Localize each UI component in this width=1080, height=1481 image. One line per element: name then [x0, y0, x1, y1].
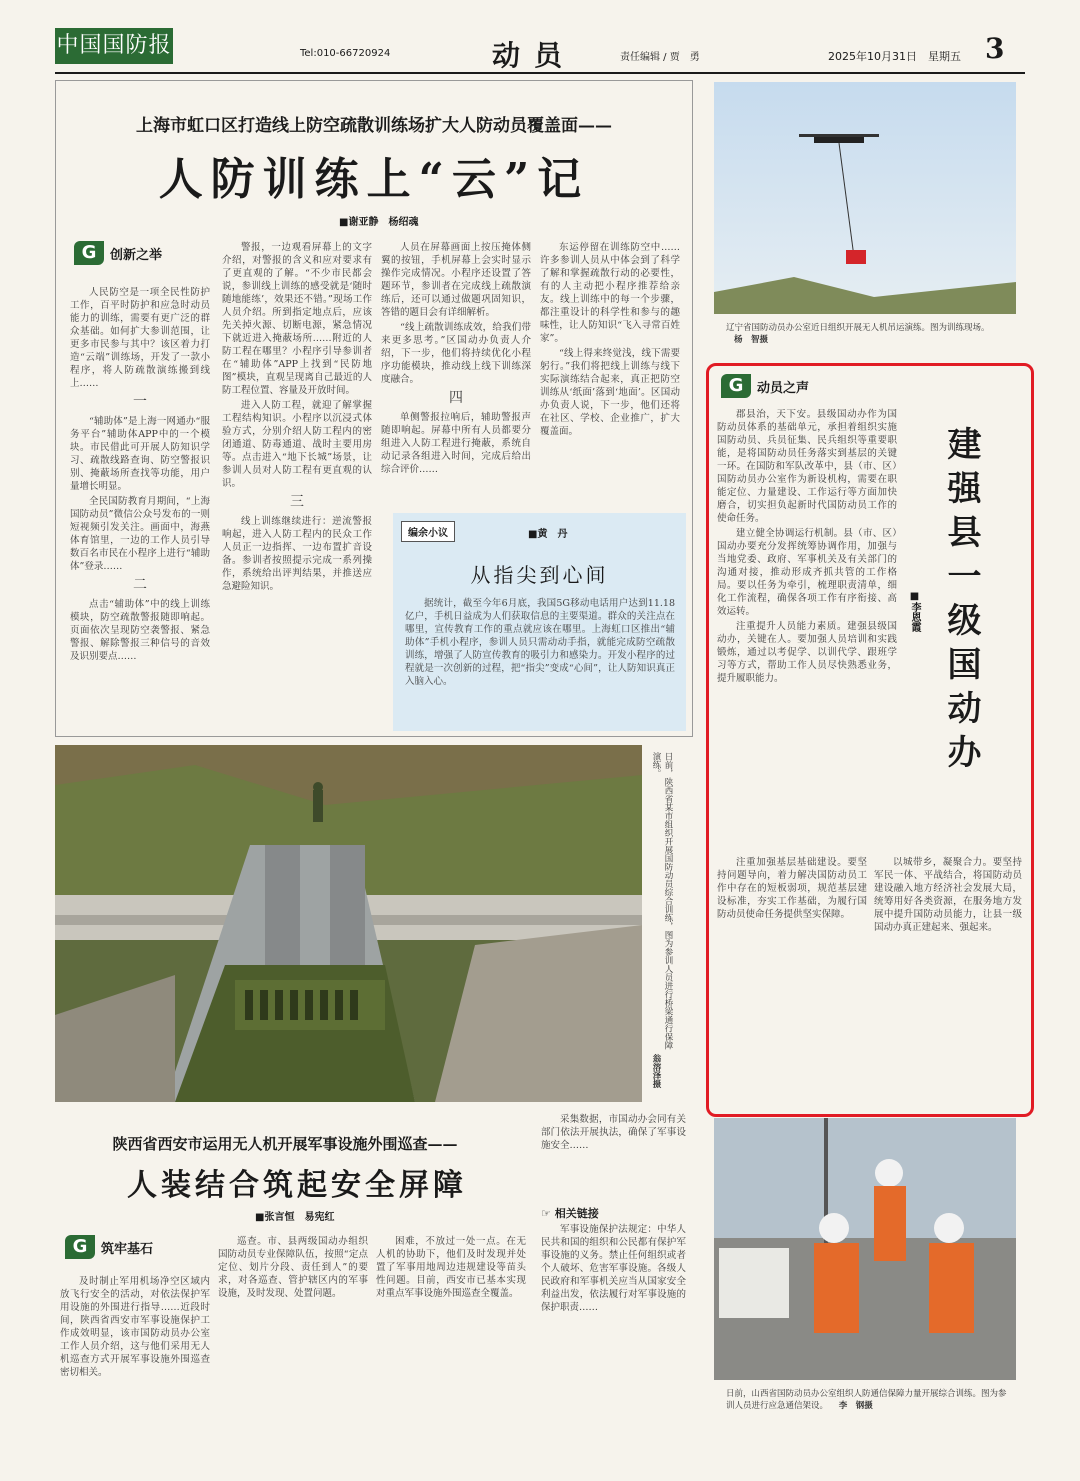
workers-photo-caption: 日前，山西省国防动员办公室组织人防通信保障力量开展综合训练。图为参训人员进行应急通信架设。 李 钢摄: [726, 1389, 1007, 1411]
section-tag: [74, 241, 194, 269]
article-column-4: 东运停留在训练防空中……许多参训人员从中体会到了科学了解和掌握疏散行动的必要性，有的人主动把小程序推荐给亲友。线上训练中的每一个步骤，都注重设计的科学性和参与的趣味性，让人防知识“飞入寻常百姓家”。 “线上得来终觉浅，线下需要躬行。”我们将把线上训练与线下实际演练结合起来，真正把防空训练从‘纸面’落到‘地面’。区国动办负责人说，下一步，他们还将在社区、学校、企业推广，扩大覆盖面。: [540, 242, 680, 437]
related-link-heading: ☞ 相关链接: [541, 1207, 599, 1220]
article-column-2: 警报，一边观看屏幕上的文字介绍，对警报的含义和应对要求有了更直观的了解。“不少市民都会说，参训线上训练的感受就是‘随时随地能练’，效果还不错。”现场工作人员介绍。所到指定地点后，应该先关掉火源、切断电源，紧急情况下就近进入掩蔽场所……附近的人防工程在哪里？小程序引导参训者在“辅助体”APP上找到“民防地图”模块，直观呈现离自己最近的人防工程位置、容量及开放时间。 进入人防工程，就迎了解掌握工程结构知识。小程序以沉浸式体验方式，分别介绍人防工程内的密闭通道、防毒通道、战时主要用房等。点击进入“地下长城”场景，让参训人员对人防工程有更直观的认识。 三 线上训练继续进行：逆流警报响起，进入人防工程内的民众工作人员正一边指挥、一边布置扩音设备。参训者按照提示完成一系列操作，系统给出评判结果，并推送应急避险知识。: [222, 242, 372, 592]
article-byline: ■谢亚静 杨绍魂: [339, 217, 419, 228]
voice-title: 建强县一级国动办: [941, 426, 981, 778]
tag-logo-icon: G: [721, 374, 751, 398]
drone-photo-credit: 杨 智摄: [734, 335, 769, 345]
article3-column-1: 及时制止军用机场净空区域内放飞行安全的活动，对依法保护军用设施的外围进行指导……近段时间，陕西省西安市军事设施保护工作成效明显，该市国防动员办公室工作人员介绍，这与他们采用无人机巡查方式开展军事设施外围巡查密切相关。: [60, 1276, 210, 1378]
voice-tag: G 动员之声: [721, 374, 841, 402]
voice-column-3: 以城带乡，凝聚合力。要坚持军民一体、平战结合，将国防动员建设融入地方经济社会发展大局，统筹用好各类资源，在服务地方发展中提升国防动员能力，让县一级国动办真正建起来、强起来。: [874, 857, 1022, 933]
drill-photo-caption: 日前，陕西省某市组织开展国防动员综合训练，图为参训人员进行桥梁通行保障演练。 翁溶泽摄: [651, 752, 673, 1088]
tag-label: 创新之举: [110, 247, 163, 263]
article3-headline: 人装结合筑起安全屏障: [127, 1168, 467, 1203]
voice-sidebar: [706, 363, 1034, 1117]
drone-photo-caption: 辽宁省国防动员办公室近日组织开展无人机吊运演练。图为训练现场。 杨 智摄: [726, 323, 990, 345]
editorial-box: [393, 513, 686, 731]
newspaper-logo: 中国国防报: [55, 28, 173, 64]
voice-author: ■李恩霞: [909, 591, 920, 632]
workers-photo: [714, 1118, 1016, 1380]
editorial-tag: 编余小议: [401, 521, 455, 542]
related-link-text: 军事设施保护法规定：中华人民共和国的组织和公民都有保护军事设施的义务。禁止任何组织或者个人破坏、危害军事设施。各级人民政府和军事机关应当从国家安全利益出发，依法履行对军事设施的保护职责……: [541, 1224, 686, 1313]
bridge-vehicle-image: [55, 745, 642, 1102]
issue-date: 2025年10月31日 星期五: [828, 50, 961, 63]
article-kicker: 上海市虹口区打造线上防空疏散训练场扩大人防动员覆盖面——: [136, 116, 612, 136]
article3-byline: ■张言恒 易宪红: [255, 1212, 335, 1223]
article-column-1: 人民防空是一项全民性防护工作，百平时防护和应急时动员能力的训练，需要有更广泛的群众基础。如何扩大参训范围，让更多市民参与其中？该区着力打造“云端”训练场，开发了一款小程序，将人防疏散演练搬到线上…… 一 “辅助体”是上海一网通办“服务平台”辅助体APP中的一个模块。市民借此可开展人防知识学习、疏散线路查询、防空警报识别、掩蔽场所查找等功能，用户量增长明显。 全民国防教育月期间，“上海国防动员”微信公众号发布的一则短视频引发关注。画面中，海燕体育馆里，一边的工作人员引导数百名市民在小程序上进行“辅助体”登录…… 二 点击“辅助体”中的线上训练模块，防空疏散警报随即响起。页面依次呈现防空袭警报、紧急警报、解除警报三种信号的音效及识别要点……: [70, 287, 210, 662]
voice-column-2: 注重加强基层基础建设。要坚持问题导向，着力解决国防动员工作中存在的短板弱项，规范基层建设标准，夯实工作基础，为履行国防动员使命任务提供坚实保障。: [717, 857, 867, 920]
article-drone-patrol: [55, 1105, 691, 1481]
voice-column-1: 郡县治，天下安。县级国动办作为国防动员体系的基础单元，承担着组织实施国防动员、兵员征集、民兵组织等重要职能，是将国防动员任务落实到基层的关键一环。在国防和军队改革中，县（市、区）国防动员办公室作为新设机构，需要在职能定位、力量建设、工作运行等方面加快磨合，切实担负起新时代国防动员工作的使命任务。 建立健全协调运行机制。县（市、区）国动办要充分发挥统筹协调作用，加强与当地党委、政府、军事机关及有关部门的沟通对接，推动形成齐抓共管的工作格局。要以任务为牵引，梳理职责清单，细化工作流程，确保各项工作有序衔接、高效运转。 注重提升人员能力素质。建强县级国动办，关键在人。要加强人员培训和实践锻炼，通过以考促学、以训代学、跟班学习等方式，帮助工作人员尽快熟悉业务，提升履职能力。: [717, 409, 897, 684]
workers-photo-credit: 李 钢摄: [838, 1401, 873, 1411]
drill-photo: [55, 745, 642, 1102]
drone-photo: [714, 82, 1016, 314]
article-column-3: 人员在屏幕画面上按压掩体侧翼的按钮，手机屏幕上会实时显示操作完成情况。小程序还设置了答题环节，参训者在完成线上疏散演练后，还可以通过做题巩固知识，答错的题目会有详细解析。 “线上疏散训练成效，给我们带来更多思考。”区国动办负责人介绍，下一步，他们将持续优化小程序功能模块，推动线上线下训练深度融合。 四 单侧警报拉响后，辅助警报声随即响起。屏幕中所有人员都要分组进入人防工程进行掩蔽，系统自动记录各组进入时间，完成后给出综合评价……: [381, 242, 531, 475]
tag-logo-icon: G: [74, 241, 104, 265]
article3-column-3: 困难，不放过一处一点。在无人机的协助下，他们及时发现并处置了军事用地周边违规建设等苗头性问题。目前，西安市已基本实现对重点军事设施外围巡查全覆盖。: [376, 1236, 526, 1299]
drill-photo-credit: 翁溶泽摄: [651, 1054, 661, 1088]
article3-tag: G 筑牢基石: [65, 1235, 185, 1263]
article3-column-2: 巡查。市、县两级国动办组织国防动员专业保障队伍，按照“定点定位、划片分段、责任到人”的要求，对各巡查、管护辖区内的军事设施，及时发现、处置问题。: [218, 1236, 368, 1299]
editorial-text: 据统计，截至今年6月底，我国5G移动电话用户达到11.18亿户，手机日益成为人们获取信息的主要渠道。群众的关注点在哪里，宣传教育工作的重点就应该在哪里。上海虹口区推出“辅助体”手机小程序，参训人员只需动动手指，就能完成防空疏散训练，增强了人防宣传教育的吸引力和感染力。开发小程序的过程就是一次创新的过程，把“指尖”变成“心间”，让人防知识真正入脑入心。: [405, 598, 675, 687]
drone-lift-image: [714, 82, 1016, 314]
article-headline: 人防训练上“云”记: [158, 154, 590, 205]
communication-drill-image: [714, 1118, 1016, 1380]
section-title: 动员: [492, 39, 577, 72]
editorial-title: 从指尖到心间: [470, 563, 609, 587]
editorial-author: ■黄 丹: [528, 529, 568, 540]
article3-kicker: 陕西省西安市运用无人机开展军事设施外围巡查——: [112, 1135, 458, 1153]
page-number: 3: [985, 32, 1005, 65]
editor-credit: 责任编辑 / 贾 勇: [620, 52, 700, 63]
tag-logo-icon: G: [65, 1235, 95, 1259]
telephone: Tel:010-66720924: [300, 48, 391, 59]
article3-column-4: 采集数据，市国动办会同有关部门依法开展执法，确保了军事设施安全……: [541, 1114, 686, 1151]
masthead: [55, 28, 1025, 74]
